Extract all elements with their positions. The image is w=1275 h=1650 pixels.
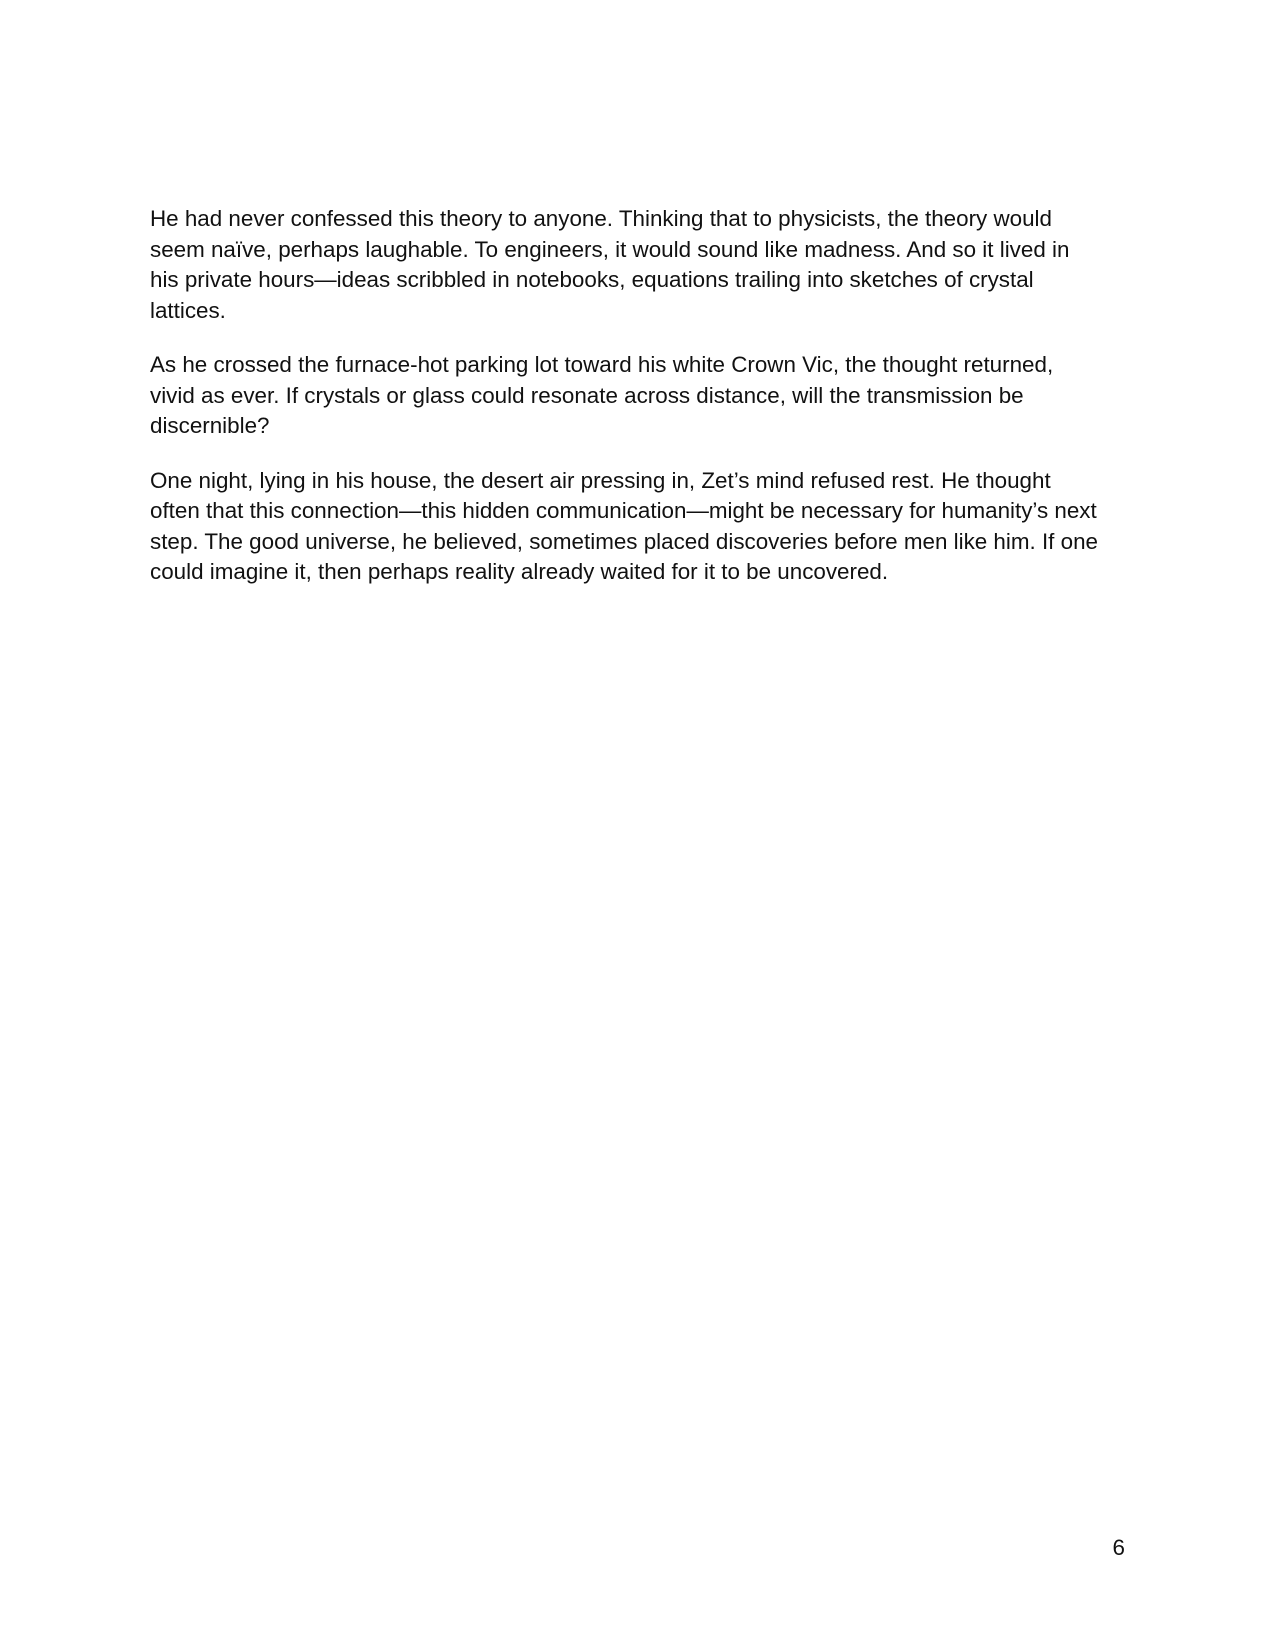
- text-line: He had never confessed this theory to anyone. Thinking that to physicists, the theory would: [150, 206, 1052, 231]
- page-number: 6: [1112, 1535, 1125, 1560]
- text-line: lattices.: [150, 297, 226, 323]
- text-line: often that this connection—this hidden communication—might be necessary for humanity’s next: [150, 498, 1097, 523]
- paragraph-2: [150, 350, 1130, 442]
- text-line: step. The good universe, he believed, sometimes placed discoveries before men like him. If one: [150, 528, 1098, 554]
- text-line: vivid as ever. If crystals or glass could resonate across distance, will the transmission be: [150, 382, 1024, 408]
- text-line: seem naïve, perhaps laughable. To engineers, it would sound like madness. And so it lived in: [150, 236, 1070, 262]
- paragraph-3: [150, 466, 1130, 588]
- text-line: his private hours—ideas scribbled in notebooks, equations trailing into sketches of crystal: [150, 267, 1034, 292]
- text-line: discernible?: [150, 413, 270, 438]
- text-line: could imagine it, then perhaps reality already waited for it to be uncovered.: [150, 559, 889, 584]
- text-line: As he crossed the furnace-hot parking lot toward his white Crown Vic, the thought returned,: [150, 352, 1054, 377]
- paragraph-1: [150, 204, 1130, 326]
- text-line: One night, lying in his house, the desert air pressing in, Zet’s mind refused rest. He thought: [150, 467, 1051, 493]
- body-text: [150, 204, 1130, 612]
